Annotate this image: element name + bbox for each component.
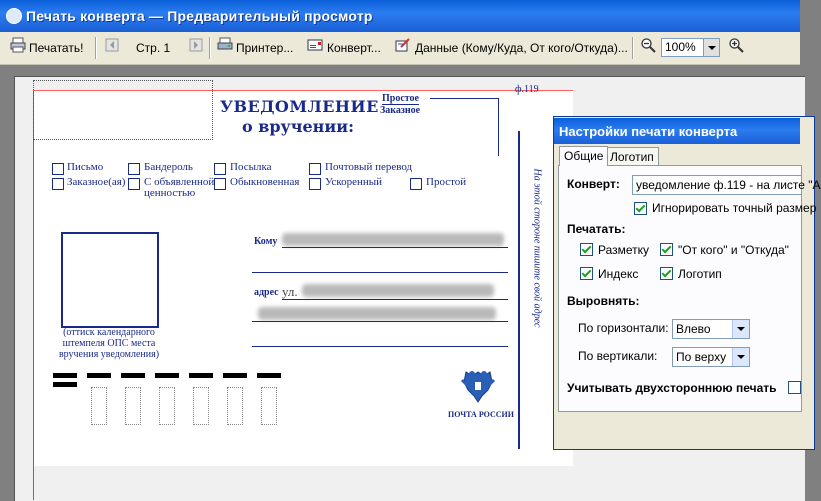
option-letter: Письмо: [67, 161, 104, 173]
index-bar: [189, 373, 213, 378]
form-subtitle: о вручении:: [242, 117, 355, 136]
stamp-caption-1: (оттиск календарного: [63, 327, 155, 338]
address-start: ул.: [282, 284, 298, 299]
index-digit-cell: [193, 387, 209, 425]
checkbox-registered: [52, 178, 64, 190]
address-label: адрес: [254, 287, 279, 298]
option-money-order: Почтовый перевод: [325, 161, 413, 173]
index-digit-cell: [91, 387, 107, 425]
index-digit-cell: [227, 387, 243, 425]
from-checkbox[interactable]: [660, 243, 673, 256]
option-package: Посылка: [230, 161, 272, 173]
chevron-down-icon[interactable]: [732, 320, 749, 338]
title-bar: [0, 0, 800, 32]
dialog-title-bar: [554, 118, 800, 144]
bracket-line: [430, 98, 498, 99]
markup-label: Разметку: [598, 243, 650, 257]
option-expedited: Ускоренный: [325, 176, 383, 188]
data-button[interactable]: Данные (Кому/Куда, От кого/Откуда)...: [415, 41, 628, 55]
checkbox-expedited: [309, 178, 321, 190]
markup-checkbox[interactable]: [580, 243, 593, 256]
checkbox-money-order: [309, 163, 321, 175]
address-line-2-redacted: [258, 307, 496, 320]
index-bar: [53, 382, 77, 387]
address-line: [252, 272, 508, 273]
chevron-down-icon[interactable]: [703, 39, 719, 56]
ignore-size-label: Игнорировать точный размер: [652, 201, 817, 215]
duplex-checkbox[interactable]: [788, 381, 801, 394]
vertical-align-select[interactable]: [672, 347, 750, 367]
form-title: УВЕДОМЛЕНИЕ: [220, 97, 379, 116]
to-line: [282, 247, 508, 248]
envelope-type-value: уведомление ф.119 - на листе "А: [636, 178, 821, 192]
toolbar-separator: [209, 37, 211, 59]
checkbox-declared-value: [128, 178, 140, 190]
checkbox-parcel: [128, 163, 140, 175]
dialog-title: Настройки печати конверта: [559, 124, 738, 139]
index-digit-cell: [159, 387, 175, 425]
horizontal-label: По горизонтали:: [578, 321, 669, 335]
duplex-label: Учитывать двухстороннюю печать: [567, 381, 777, 395]
sender-area-box: [33, 80, 213, 140]
margin-line-left: [33, 90, 34, 500]
stamp-caption-3: вручения уведомления): [58, 349, 160, 360]
align-label: Выровнять:: [567, 294, 640, 308]
vertical-label: По вертикали:: [578, 349, 658, 363]
checkbox-package: [214, 163, 226, 175]
index-checkbox[interactable]: [580, 267, 593, 280]
type-simple: Простое: [382, 93, 419, 104]
side-divider: [518, 131, 520, 449]
address-line: [252, 321, 508, 322]
envelope-button[interactable]: Конверт...: [327, 41, 381, 55]
form-number: ф.119: [515, 84, 539, 95]
zoom-value: 100%: [665, 40, 696, 54]
chevron-down-icon[interactable]: [732, 348, 749, 366]
page-indicator: Стр. 1: [136, 41, 171, 55]
print-icon: [10, 37, 26, 53]
option-registered: Заказное(ая): [67, 176, 126, 188]
envelope-icon: [307, 37, 323, 53]
index-bar: [87, 373, 111, 378]
horizontal-align-select[interactable]: [672, 319, 750, 339]
next-page-icon[interactable]: [188, 37, 204, 53]
stamp-box: [61, 232, 159, 328]
toolbar-separator: [632, 37, 634, 59]
envelope-label: Конверт:: [567, 177, 620, 191]
vertical-align-value: По верху: [676, 350, 727, 364]
print-button[interactable]: Печатать!: [29, 41, 84, 55]
index-bar: [257, 373, 281, 378]
side-text: На этой стороне пишите свой адрес: [531, 168, 543, 328]
index-bar: [53, 373, 77, 378]
checkbox-plain: [410, 178, 422, 190]
recipient-name-redacted: [282, 233, 504, 246]
index-bar: [121, 373, 145, 378]
edit-data-icon: [395, 37, 411, 53]
checkbox-letter: [52, 163, 64, 175]
ignore-size-checkbox[interactable]: [634, 202, 647, 215]
logo-text: ПОЧТА РОССИИ: [448, 410, 514, 419]
print-label: Печатать:: [567, 222, 626, 236]
address-line: [282, 299, 508, 300]
zoom-select[interactable]: [661, 38, 720, 57]
stamp-caption-2: штемпеля ОПС места: [62, 338, 156, 349]
printer-icon: [217, 37, 233, 53]
option-parcel: Бандероль: [144, 161, 193, 173]
address-line: [252, 346, 508, 347]
bracket-line: [498, 98, 499, 156]
tab-logo[interactable]: Логотип: [605, 147, 659, 165]
logo-checkbox[interactable]: [660, 267, 673, 280]
zoom-out-icon[interactable]: [640, 37, 656, 53]
index-digit-cell: [261, 387, 277, 425]
window-title: Печать конверта — Предварительный просмотр: [26, 8, 373, 24]
option-plain: Простой: [426, 176, 467, 188]
app-icon: [6, 8, 22, 24]
index-bar: [155, 373, 179, 378]
zoom-in-icon[interactable]: [728, 37, 744, 53]
address-line-1-redacted: [302, 284, 494, 297]
tab-general[interactable]: Общие: [559, 146, 608, 166]
index-digit-cell: [125, 387, 141, 425]
printer-button[interactable]: Принтер...: [236, 41, 294, 55]
option-declared-value-2: ценностью: [144, 187, 196, 199]
index-label: Индекс: [598, 267, 639, 281]
to-label: Кому: [254, 236, 278, 247]
type-registered: Заказное: [380, 105, 421, 116]
option-declared-value-1: С объявленной: [144, 176, 215, 188]
russian-post-logo-icon: [458, 366, 498, 406]
option-ordinary: Обыкновенная: [230, 176, 300, 188]
prev-page-icon[interactable]: [104, 37, 120, 53]
from-label: "От кого" и "Откуда": [678, 243, 789, 257]
logo-label: Логотип: [678, 267, 722, 281]
index-bar: [223, 373, 247, 378]
envelope-type-field[interactable]: [632, 175, 821, 195]
checkbox-ordinary: [214, 178, 226, 190]
horizontal-align-value: Влево: [676, 322, 711, 336]
toolbar-separator: [95, 37, 97, 59]
